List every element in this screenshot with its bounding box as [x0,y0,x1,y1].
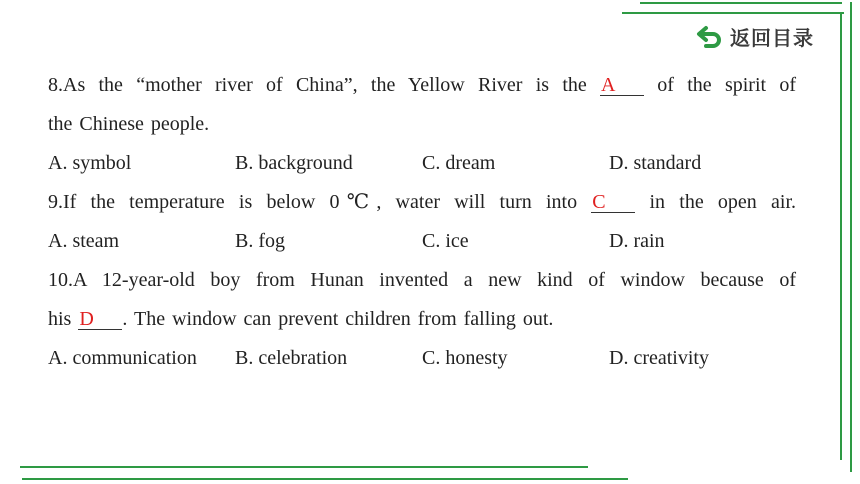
answer-letter: D [79,308,94,330]
frame-bottom-line-inner [20,466,588,468]
question-text: . The window can prevent children from falling out. [122,308,554,330]
question-number: 9. [48,191,63,213]
option-d: D. creativity [609,347,709,369]
option-c: C. honesty [422,347,508,369]
question-text: in the open air. [635,191,796,213]
question-text: As the “mother river of China”, the Yellow River is the [63,74,601,96]
answer-blank [600,75,644,96]
question-8-line-1 [48,66,796,105]
frame-right-line-outer [850,2,852,472]
question-9-options [48,222,796,261]
frame-top-line-outer [640,2,842,4]
question-text: his [48,308,79,330]
answer-letter: C [592,191,606,213]
question-8-options [48,144,796,183]
return-arrow-icon [696,25,724,49]
option-a: A. steam [48,230,120,252]
option-d: D. standard [609,152,702,174]
option-d: D. rain [609,230,665,252]
answer-blank [591,192,635,213]
question-text: If the temperature is below 0℃, water will turn into [63,191,592,213]
question-10-line-1 [48,261,796,300]
option-a: A. symbol [48,152,132,174]
question-9-line-1 [48,183,796,222]
option-a: A. communication [48,347,197,369]
question-10-options [48,339,796,378]
option-c: C. dream [422,152,496,174]
question-list [48,66,796,378]
question-text: of the spirit of [644,74,796,96]
question-text: A 12-year-old boy from Hunan invented a new kind of window because of [73,269,796,291]
frame-right-line-inner [840,12,842,460]
option-b: B. celebration [235,347,348,369]
question-number: 8. [48,74,63,96]
question-10-line-2 [48,300,796,339]
back-to-contents-button[interactable] [696,22,814,51]
answer-letter: A [601,74,616,96]
option-c: C. ice [422,230,469,252]
answer-blank [78,309,122,330]
question-8-line-2: the Chinese people. [48,113,210,135]
frame-bottom-line-outer [22,478,628,480]
frame-top-line-inner [622,12,844,14]
option-b: B. background [235,152,353,174]
option-b: B. fog [235,230,285,252]
back-label: 返回目录 [730,26,814,50]
question-number: 10. [48,269,73,291]
